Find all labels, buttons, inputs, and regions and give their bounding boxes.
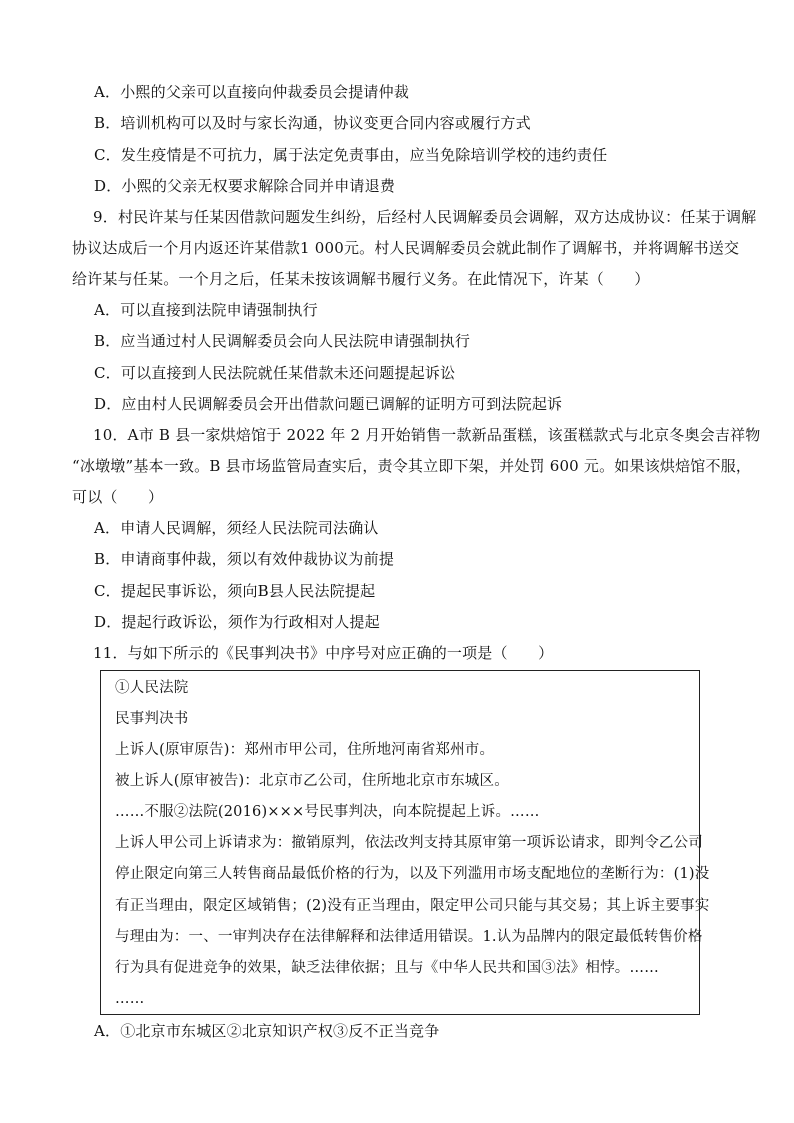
q9-stem-line-3: 给许某与任某。一个月之后，任某未按该调解书履行义务。在此情况下，许某（ ）	[72, 270, 650, 288]
q10-stem-line-2: “冰墩墩”基本一致。B 县市场监管局查实后，责令其立即下架，并处罚 600 元。如果该烘焙馆不服，	[72, 457, 752, 475]
q10-stem-line-3: 可以（ ）	[72, 488, 164, 506]
q9-option-b: B．应当通过村人民调解委员会向人民法院申请强制执行	[94, 332, 471, 350]
q9-option-a: A．可以直接到法院申请强制执行	[94, 301, 318, 319]
judgment-body-line-4: 与理由为：一、一审判决存在法律解释和法律适用错误。1.认为品牌内的限定最低转售价格	[115, 929, 703, 945]
q9-option-d: D．应由村人民调解委员会开出借款问题已调解的证明方可到法院起诉	[94, 395, 563, 413]
q8-option-c: C．发生疫情是不可抗力，属于法定免责事由，应当免除培训学校的违约责任	[94, 146, 608, 164]
q10-option-b: B．申请商事仲裁，须以有效仲裁协议为前提	[94, 550, 395, 568]
q9-stem-line-2: 协议达成后一个月内返还许某借款1 000元。村人民调解委员会就此制作了调解书，并将调解书送交	[72, 239, 740, 257]
judgment-appeal-line: ……不服②法院(2016)×××号民事判决，向本院提起上诉。……	[115, 804, 540, 820]
judgment-body-line-1: 上诉人甲公司上诉请求为：撤销原判，依法改判支持其原审第一项诉讼请求，即判令乙公司	[115, 835, 703, 851]
q9-stem-line-1: 9．村民许某与任某因借款问题发生纠纷，后经村人民调解委员会调解，双方达成协议：任某于调解	[93, 208, 757, 226]
q11-stem: 11．与如下所示的《民事判决书》中序号对应正确的一项是（ ）	[93, 644, 554, 662]
judgment-body-line-5: 行为具有促进竞争的效果，缺乏法律依据；且与《中华人民共和国③法》相悖。……	[115, 960, 659, 976]
q10-option-c: C．提起民事诉讼，须向B县人民法院提起	[94, 582, 376, 600]
q11-option-a: A．①北京市东城区②北京知识产权③反不正当竞争	[94, 1022, 440, 1040]
judgment-appellant: 上诉人(原审原告)：郑州市甲公司，住所地河南省郑州市。	[115, 742, 495, 758]
q8-option-b: B．培训机构可以及时与家长沟通，协议变更合同内容或履行方式	[94, 114, 531, 132]
q10-stem-line-1: 10．A市 B 县一家烘焙馆于 2022 年 2 月开始销售一款新品蛋糕，该蛋糕款式与北京冬奥会吉祥物	[93, 426, 761, 444]
judgment-body-line-2: 停止限定向第三人转售商品最低价格的行为，以及下列滥用市场支配地位的垄断行为：(1)没	[115, 866, 710, 882]
judgment-court-name: ①人民法院	[115, 680, 189, 696]
q10-option-a: A．申请人民调解，须经人民法院司法确认	[94, 519, 379, 537]
q9-option-c: C．可以直接到人民法院就任某借款未还问题提起诉讼	[94, 364, 456, 382]
judgment-ellipsis: ……	[115, 991, 145, 1007]
q8-option-d: D．小熙的父亲无权要求解除合同并申请退费	[94, 177, 396, 195]
q8-option-a: A．小熙的父亲可以直接向仲裁委员会提请仲裁	[94, 83, 410, 101]
judgment-doc-title: 民事判决书	[115, 711, 189, 727]
q10-option-d: D．提起行政诉讼，须作为行政相对人提起	[94, 613, 380, 631]
judgment-appellee: 被上诉人(原审被告)：北京市乙公司，住所地北京市东城区。	[115, 773, 509, 789]
judgment-excerpt-box	[100, 670, 710, 1015]
judgment-body-line-3: 有正当理由，限定区域销售；(2)没有正当理由，限定甲公司只能与其交易；其上诉主要事实	[115, 898, 710, 914]
